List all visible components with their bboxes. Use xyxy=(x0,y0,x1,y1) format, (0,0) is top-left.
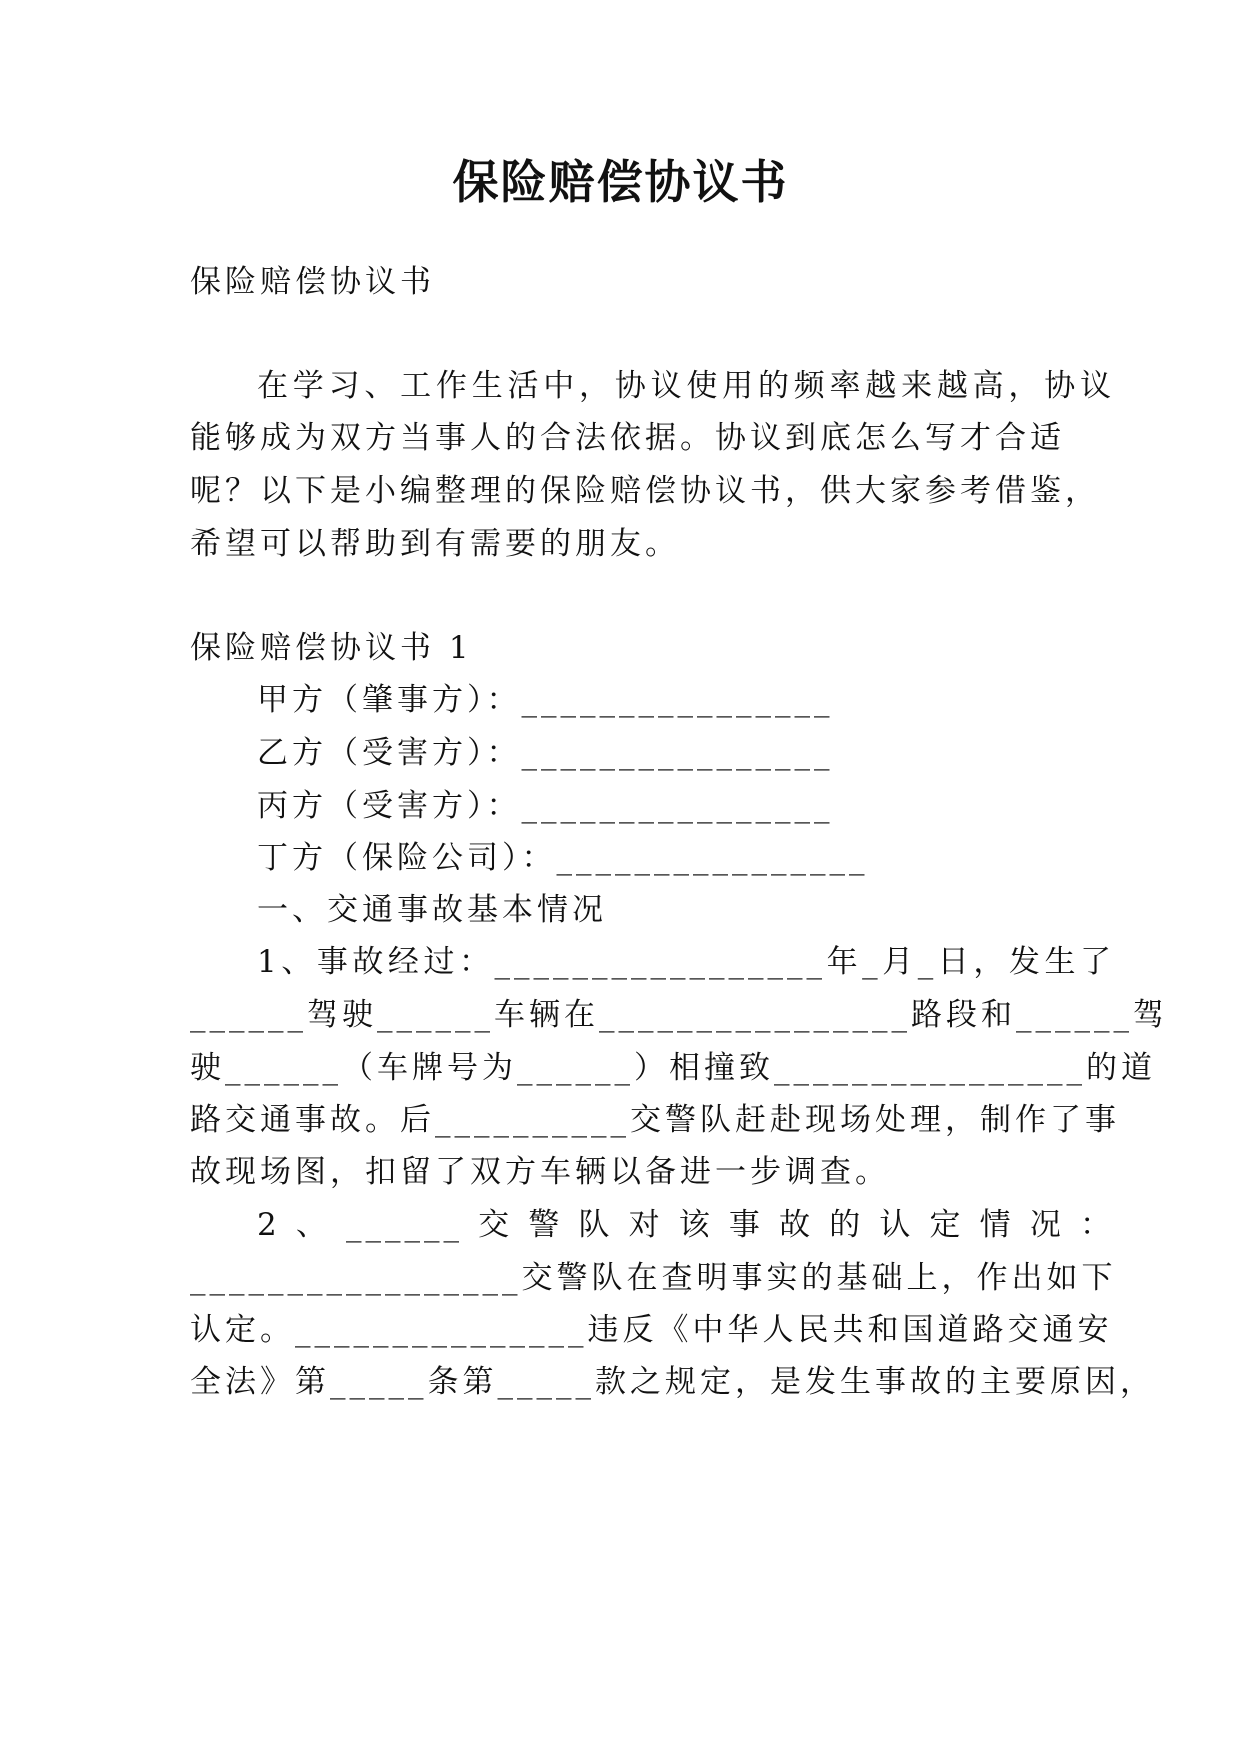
document-subtitle: 保险赔偿协议书 xyxy=(190,264,435,300)
intro-line-4: 希望可以帮助到有需要的朋友。 xyxy=(190,526,680,562)
clause2-line-2: _________________交警队在查明事实的基础上，作出如下 xyxy=(190,1260,1117,1296)
party-b: 乙方（受害方）：________________ xyxy=(257,735,834,771)
party-a: 甲方（肇事方）：________________ xyxy=(257,682,834,718)
clause2-line-1: 2、______交警队对该事故的认定情况： xyxy=(257,1207,1115,1243)
document-title: 保险赔偿协议书 xyxy=(452,155,789,209)
party-c: 丙方（受害方）：________________ xyxy=(257,788,834,824)
party-d: 丁方（保险公司）：________________ xyxy=(257,840,869,876)
clause1-line-2: ______驾驶______车辆在________________路段和______驾 xyxy=(190,997,1168,1033)
clause1-line-4: 路交通事故。后__________交警队赶赴现场处理，制作了事 xyxy=(190,1102,1120,1138)
intro-line-2: 能够成为双方当事人的合法依据。协议到底怎么写才合适 xyxy=(190,420,1065,456)
section-heading: 保险赔偿协议书 1 xyxy=(190,630,473,666)
intro-line-3: 呢？以下是小编整理的保险赔偿协议书，供大家参考借鉴， xyxy=(190,473,1100,509)
clause-heading: 一、交通事故基本情况 xyxy=(257,892,607,928)
clause2-line-4: 全法》第_____条第_____款之规定，是发生事故的主要原因， xyxy=(190,1364,1155,1400)
intro-line-1: 在学习、工作生活中，协议使用的频率越来越高，协议 xyxy=(257,368,1115,404)
clause1-line-5: 故现场图，扣留了双方车辆以备进一步调查。 xyxy=(190,1154,890,1190)
clause1-line-3: 驶______（车牌号为______）相撞致________________的道 xyxy=(190,1050,1156,1086)
clause1-line-1: 1、事故经过：_________________年_月_日，发生了 xyxy=(257,944,1115,980)
clause2-line-3: 认定。_______________违反《中华人民共和国道路交通安 xyxy=(190,1312,1113,1348)
